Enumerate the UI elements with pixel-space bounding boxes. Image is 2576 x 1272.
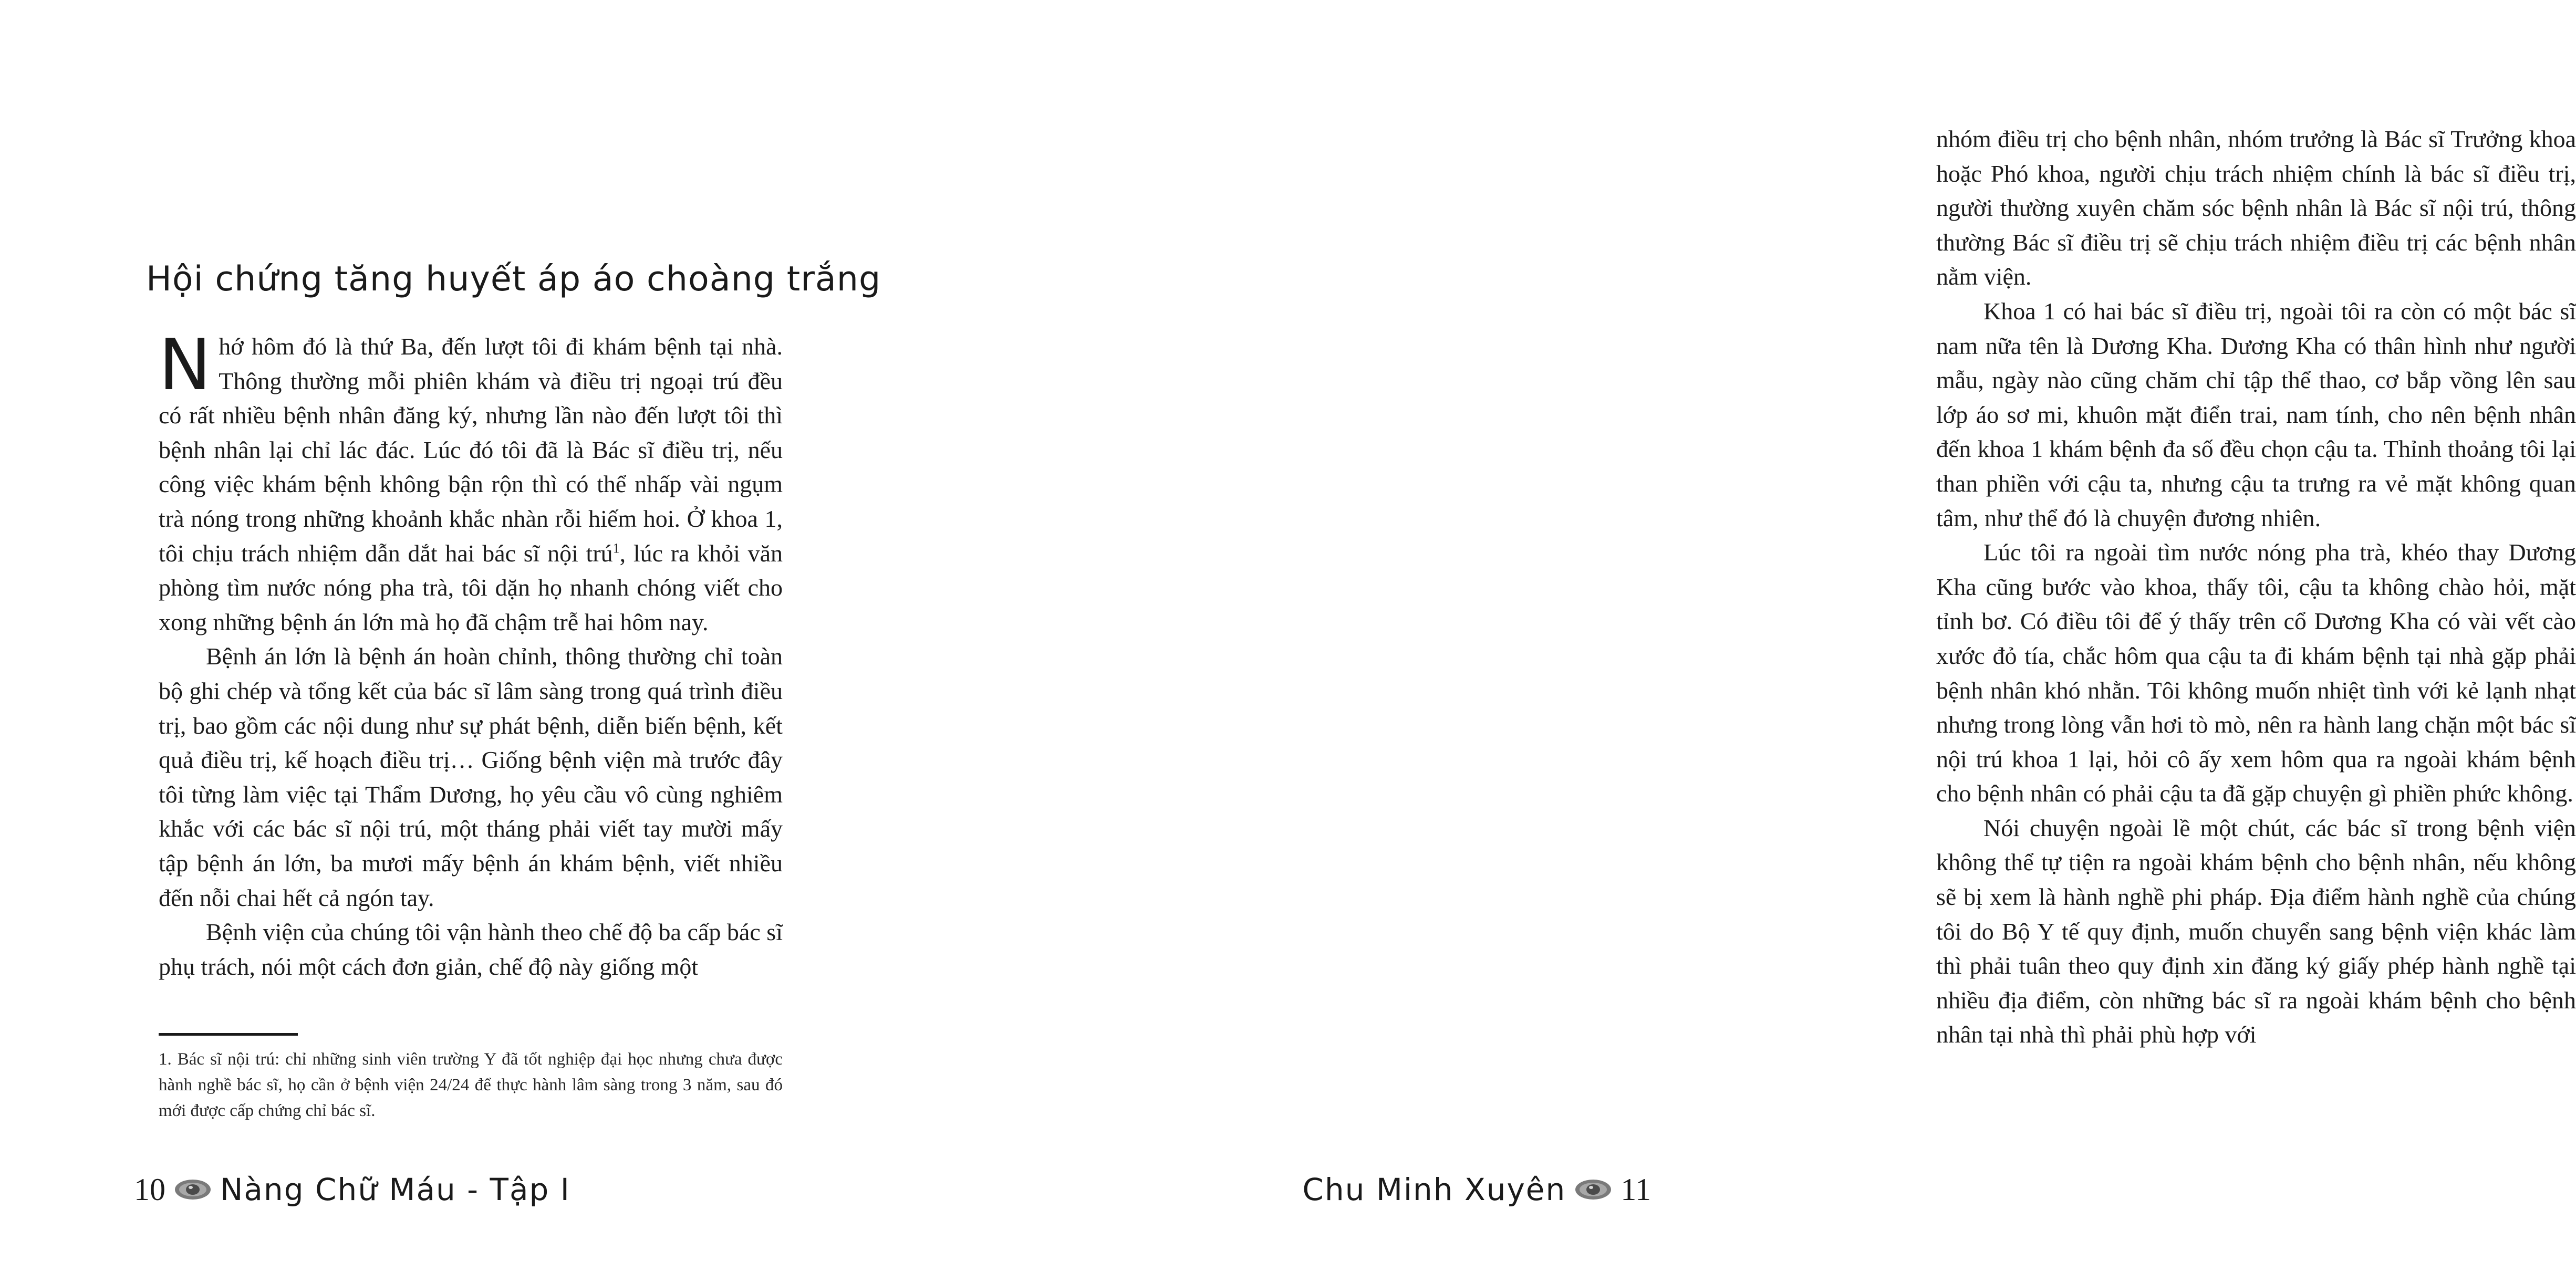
book-title: Nàng Chữ Máu - Tập I	[220, 1172, 570, 1207]
paragraph-1-text-a: hớ hôm đó là thứ Ba, đến lượt tôi đi khám bệnh tại nhà. Thông thường mỗi phiên khám và điều trị ngoại trú đều có rất nhiều bệnh nhân đăng ký, nhưng lần nào đến lượt tôi thì bệnh nhân lại chỉ lác đác. Lúc đó tôi đã là Bác sĩ điều trị, nếu công việc khám bệnh không bận rộn thì có thể nhấp vài ngụm trà nóng trong những khoảnh khắc nhàn rỗi hiếm hoi. Ở khoa 1, tôi chịu trách nhiệm dẫn dắt hai bác sĩ nội trú	[159, 333, 783, 567]
dropcap-letter: N	[159, 324, 212, 406]
left-page-number: 10	[134, 1172, 165, 1207]
paragraph-continued: nhóm điều trị cho bệnh nhân, nhóm trưởng là Bác sĩ Trưởng khoa hoặc Phó khoa, người chịu trách nhiệm chính là bác sĩ điều trị, người thường xuyên chăm sóc bệnh nhân là Bác sĩ nội trú, thông thường Bác sĩ điều trị sẽ chịu trách nhiệm điều trị các bệnh nhân nằm viện.	[1936, 126, 2576, 290]
left-body-text	[159, 324, 783, 984]
right-body-text	[1936, 122, 2576, 1052]
right-folio	[1302, 1169, 1651, 1211]
paragraph-1	[159, 324, 783, 639]
eye-ornament-icon	[174, 1177, 212, 1202]
footnote-reference[interactable]: 1	[612, 540, 620, 556]
paragraph-6: Nói chuyện ngoài lề một chút, các bác sĩ trong bệnh viện không thể tự tiện ra ngoài khám bệnh cho bệnh nhân, nếu không sẽ bị xem là hành nghề phi pháp. Địa điểm hành nghề của chúng tôi do Bộ Y tế quy định, muốn chuyển sang bệnh viện khác làm thì phải tuân theo quy định xin đăng ký giấy phép hành nghề tại nhiều địa điểm, còn những bác sĩ ra ngoài khám bệnh cho bệnh nhân tại nhà thì phải phù hợp với	[1936, 814, 2576, 1048]
paragraph-2: Bệnh án lớn là bệnh án hoàn chỉnh, thông thường chỉ toàn bộ ghi chép và tổng kết của bác sĩ lâm sàng trong quá trình điều trị, bao gồm các nội dung như sự phát bệnh, diễn biến bệnh, kết quả điều trị, kế hoạch điều trị… Giống bệnh viện mà trước đây tôi từng làm việc tại Thẩm Dương, họ yêu cầu vô cùng nghiêm khắc với các bác sĩ nội trú, một tháng phải viết tay mười mấy tập bệnh án lớn, ba mươi mấy bệnh án khám bệnh, viết nhiều đến nỗi chai hết cả ngón tay.	[159, 643, 783, 911]
paragraph-1-text-b: , lúc ra khỏi văn phòng tìm nước nóng pha trà, tôi dặn họ nhanh chóng viết cho xong những bệnh án lớn mà họ đã chậm trễ hai hôm nay.	[159, 539, 783, 635]
left-page	[0, 0, 900, 1272]
author-name: Chu Minh Xuyên	[1302, 1172, 1566, 1207]
right-page-number: 11	[1621, 1172, 1651, 1207]
footnote: 1. Bác sĩ nội trú: chỉ những sinh viên trường Y đã tốt nghiệp đại học nhưng chưa được hành nghề bác sĩ, họ cần ở bệnh viện 24/24 để thực hành lâm sàng trong 3 năm, sau đó mới được cấp chứng chỉ bác sĩ.	[159, 1050, 783, 1120]
eye-ornament-icon	[1574, 1177, 1612, 1202]
footnote-divider	[159, 1033, 298, 1036]
paragraph-5: Lúc tôi ra ngoài tìm nước nóng pha trà, khéo thay Dương Kha cũng bước vào khoa, thấy tôi, cậu ta không chào hỏi, mặt tỉnh bơ. Có điều tôi để ý thấy trên cổ Dương Kha có vài vết cào xước đỏ tía, chắc hôm qua cậu ta đi khám bệnh tại nhà gặp phải bệnh nhân khó nhằn. Tôi không muốn nhiệt tình với kẻ lạnh nhạt nhưng trong lòng vẫn hơi tò mò, nên ra hành lang chặn một bác sĩ nội trú khoa 1 lại, hỏi cô ấy xem hôm qua ra ngoài khám bệnh cho bệnh nhân có phải cậu ta đã gặp chuyện gì phiền phức không.	[1936, 539, 2576, 807]
chapter-title: Hội chứng tăng huyết áp áo choàng trắng	[146, 259, 881, 299]
right-page	[900, 0, 2576, 1272]
paragraph-4: Khoa 1 có hai bác sĩ điều trị, ngoài tôi ra còn có một bác sĩ nam nữa tên là Dương Kha. Dương Kha có thân hình như người mẫu, ngày nào cũng chăm chỉ tập thể thao, cơ bắp vồng lên sau lớp áo sơ mi, khuôn mặt điển trai, nam tính, cho nên bệnh nhân đến khoa 1 khám bệnh đa số đều chọn cậu ta. Thỉnh thoảng tôi lại than phiền với cậu ta, nhưng cậu ta trưng ra vẻ mặt không quan tâm, như thể đó là chuyện đương nhiên.	[1936, 297, 2576, 531]
paragraph-3: Bệnh viện của chúng tôi vận hành theo chế độ ba cấp bác sĩ phụ trách, nói một cách đơn giản, chế độ này giống một	[159, 919, 783, 980]
left-folio	[134, 1169, 570, 1211]
